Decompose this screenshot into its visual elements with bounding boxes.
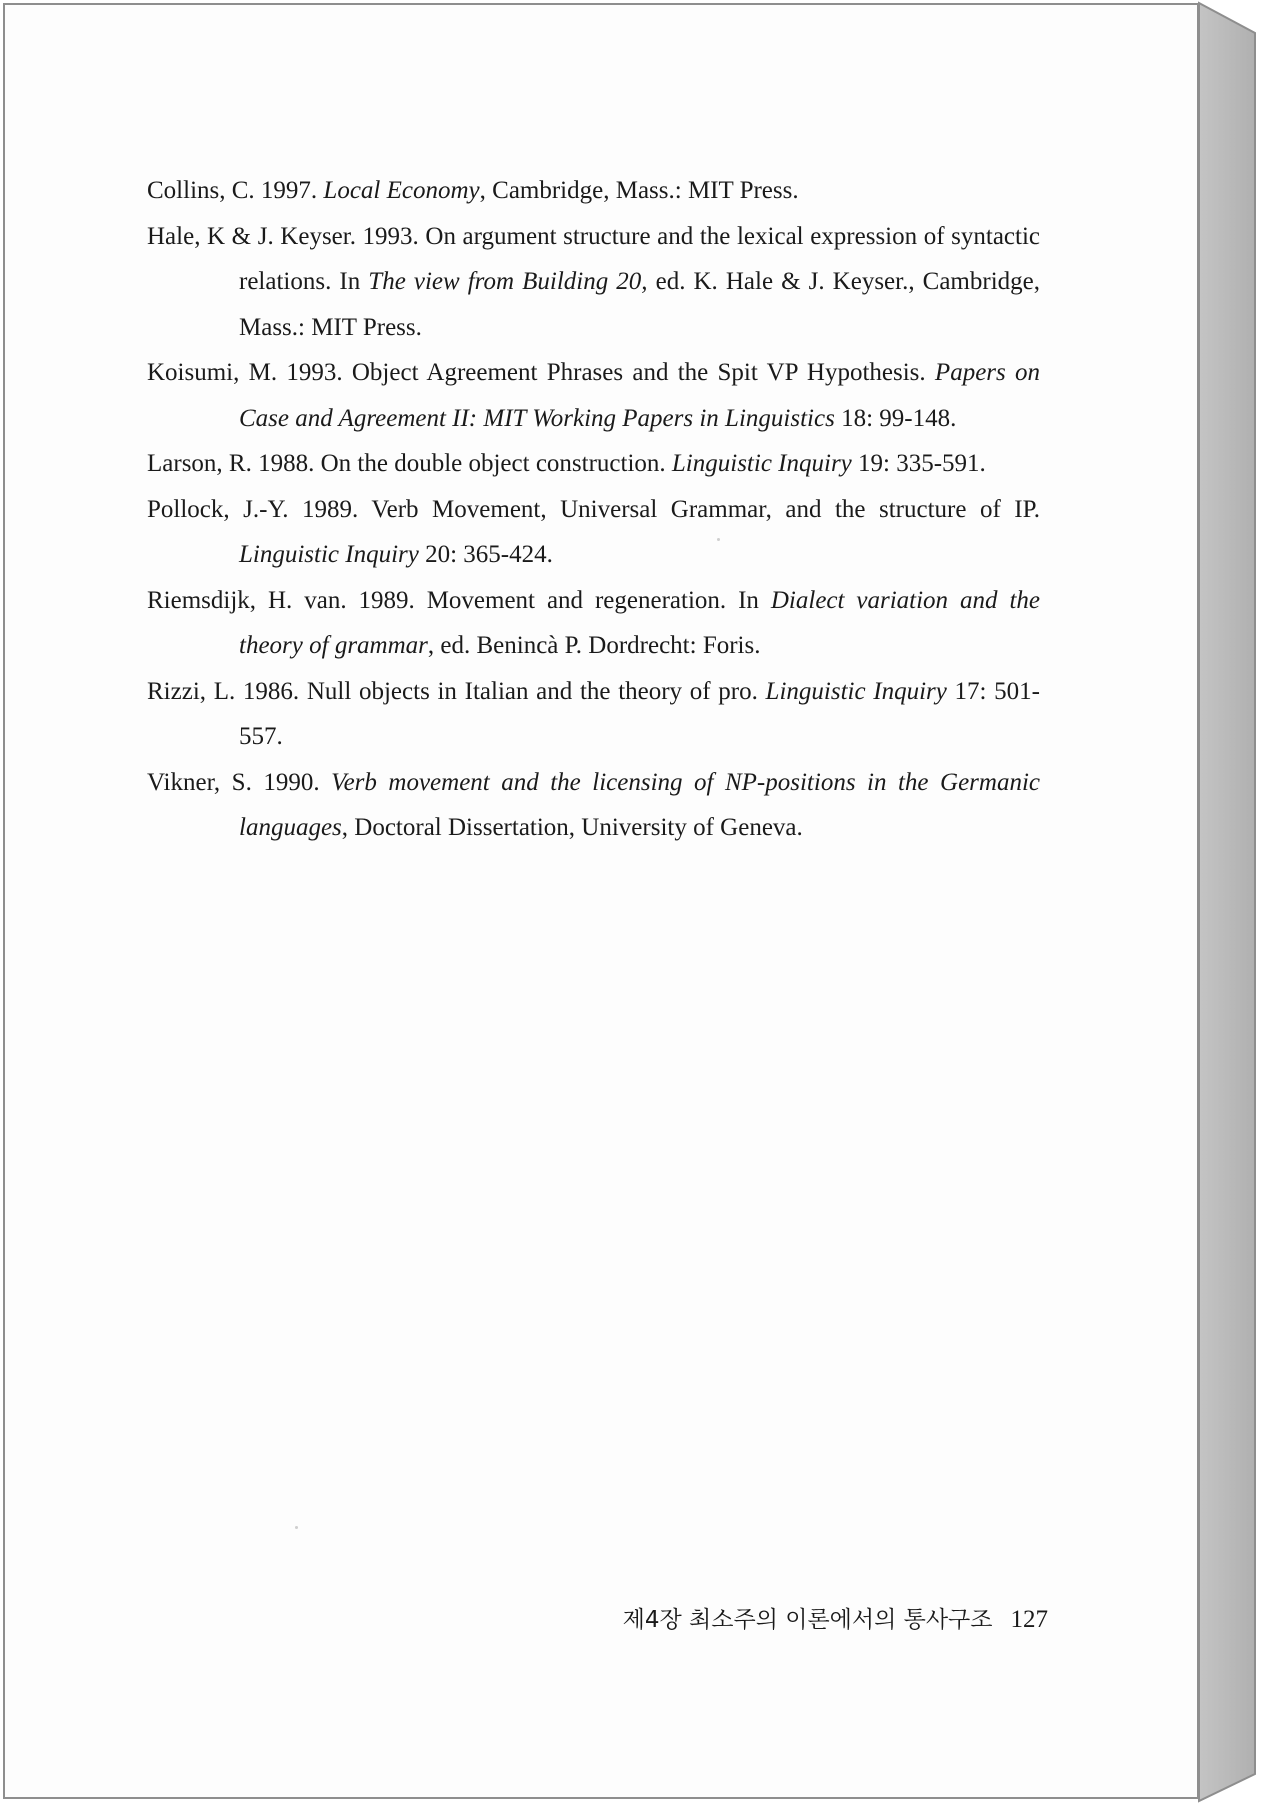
reference-text: Larson, R. 1988. On the double object construction. xyxy=(147,450,672,477)
reference-text: Rizzi, L. 1986. Null objects in Italian and the theory of pro. xyxy=(147,677,766,705)
reference-title: Linguistic Inquiry xyxy=(671,450,852,477)
reference-title: Dialect variation and the theory of grammar xyxy=(239,586,1040,659)
reference-text: Riemsdijk, H. van. 1989. Movement and regeneration. In xyxy=(147,586,771,614)
reference-entry xyxy=(147,168,1040,214)
reference-title: Verb movement and the licensing of NP-positions in the Germanic languages xyxy=(239,768,1040,841)
chapter-title: 제4장 최소주의 이론에서의 통사구조 xyxy=(622,1607,993,1633)
reference-text: 17: 501-557. xyxy=(239,677,1041,750)
reference-entry xyxy=(147,578,1040,669)
reference-text: 20: 365-424. xyxy=(418,541,553,568)
reference-entry xyxy=(147,441,1040,487)
reference-text: Pollock, J.-Y. 1989. Verb Movement, Universal Grammar, and the structure of IP. xyxy=(147,495,1040,523)
reference-text: Collins, C. 1997. xyxy=(147,177,324,204)
reference-entry xyxy=(147,214,1040,351)
reference-title: The view from Building 20, xyxy=(368,268,648,295)
reference-text: Vikner, S. 1990. xyxy=(147,768,332,796)
page-number: 127 xyxy=(1010,1606,1048,1633)
reference-text: 18: 99-148. xyxy=(834,404,957,432)
reference-entry xyxy=(147,669,1040,760)
reference-text: Hale, K & J. Keyser. 1993. On argument structure and the lexical expression of syntactic relations. In xyxy=(147,222,1040,295)
reference-text: ed. K. Hale & J. Keyser., Cambridge, Mass.: MIT Press. xyxy=(239,268,1040,341)
reference-entry xyxy=(147,760,1040,851)
reference-text: , Cambridge, Mass.: MIT Press. xyxy=(479,177,799,204)
reference-entry xyxy=(147,350,1040,441)
reference-title: Local Economy xyxy=(323,177,480,204)
reference-title: Papers on Case and Agreement II: MIT Working Papers in Linguistics xyxy=(239,359,1041,432)
reference-text: Koisumi, M. 1993. Object Agreement Phrases and the Spit VP Hypothesis. xyxy=(147,359,935,386)
reference-title: Linguistic Inquiry xyxy=(765,677,947,705)
reference-text: 19: 335-591. xyxy=(851,450,986,477)
reference-entry xyxy=(147,487,1040,578)
reference-text: , Doctoral Dissertation, University of Geneva. xyxy=(341,814,803,841)
reference-text: , ed. Benincà P. Dordrecht: Foris. xyxy=(427,632,761,659)
page-edge-bevel xyxy=(1197,0,1285,1806)
running-footer xyxy=(600,1601,1048,1634)
reference-title: Linguistic Inquiry xyxy=(239,541,419,568)
reference-list xyxy=(147,168,1040,851)
scan-speck xyxy=(295,1526,298,1529)
